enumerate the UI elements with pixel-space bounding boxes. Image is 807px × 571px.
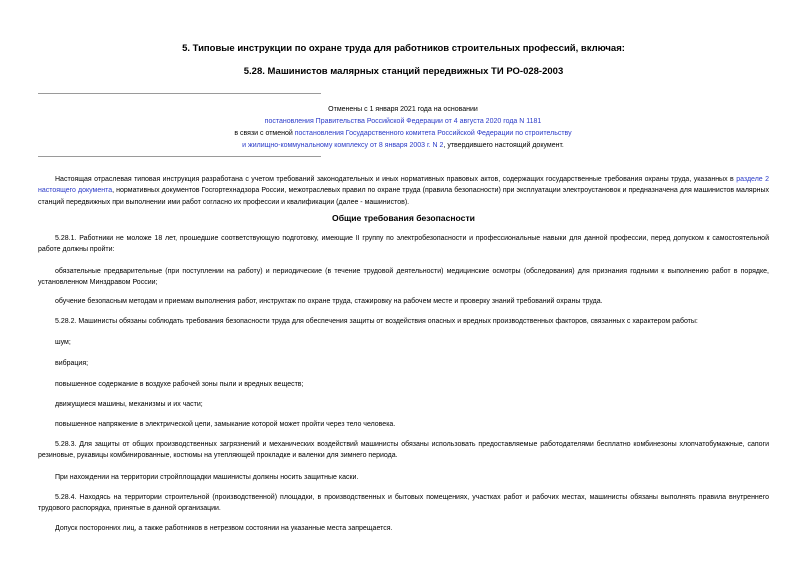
cancellation-note <box>200 104 606 152</box>
list-item-dust <box>38 379 769 390</box>
paragraph-training <box>38 296 769 307</box>
paragraph-5-28-4 <box>38 492 769 515</box>
cancellation-link-gosstroy-a[interactable]: постановления Государственного комитета Российской Федерации по строительству <box>294 130 572 137</box>
paragraph-text: обязательные предварительные (при поступлении на работу) и периодические (в течение трудовой деятельности) медицинские осмотры (обследования) для признания годными к выполнению работ в порядке, установленном Минздравом России; <box>38 268 769 287</box>
paragraph-text: обучение безопасным методам и приемам выполнения работ, инструктаж по охране труда, стажировку на рабочем месте и проверку знаний требований охраны труда. <box>55 298 603 305</box>
paragraph-text: повышенное напряжение в электрической цепи, замыкание которой может пройти через тело человека. <box>55 421 396 428</box>
paragraph-text: 5.28.2. Машинисты обязаны соблюдать требования безопасности труда для обеспечения защиты от воздействия опасных и вредных производственных факторов, связанных с характером работы: <box>55 318 698 325</box>
paragraph-text: Допуск посторонних лиц, а также работников в нетрезвом состоянии на указанные места запрещается. <box>55 525 393 532</box>
paragraph-5-28-2 <box>38 316 769 327</box>
list-item-noise <box>38 337 769 348</box>
paragraph-text: повышенное содержание в воздухе рабочей зоны пыли и вредных веществ; <box>55 381 304 388</box>
paragraph-text: 5.28.1. Работники не моложе 18 лет, прошедшие соответствующую подготовку, имеющие II группу по электробезопасности и профессиональные навыки для данной профессии, перед допуском к самостоятельной работе должны пройти: <box>38 235 769 254</box>
document-title: 5. Типовые инструкции по охране труда для работников строительных профессий, включая: <box>182 43 625 54</box>
intro-paragraph <box>38 174 769 208</box>
paragraph-text: вибрация; <box>55 360 89 367</box>
paragraph-med-exams <box>38 266 769 289</box>
paragraph-5-28-1 <box>38 233 769 256</box>
intro-text-2: , нормативных документов Госгортехнадзора России, межотраслевых правил по охране труда (правила безопасности) при эксплуатации электроустановок и предназначена для машинистов малярных станций передвижных при выполнении ими работ согласно их профессии и квалификации (далее - машинистов). <box>38 187 769 206</box>
cancellation-prefix: в связи с отменой <box>234 130 295 137</box>
intro-link-section-2[interactable]: разделе 2 настоящего документа <box>38 176 770 195</box>
paragraph-text: 5.28.3. Для защиты от общих производственных загрязнений и механических воздействий машинисты обязаны использовать предоставляемые работодателями бесплатно комбинезоны хлопчатобумажные, сапоги резиновые, рукавицы комбинированные, костюмы на утепляющей прокладке и валенки для зимнего периода. <box>38 441 769 460</box>
paragraph-text: движущиеся машины, механизмы и их части; <box>55 401 203 408</box>
list-item-vibration <box>38 358 769 369</box>
section-heading: Общие требования безопасности <box>332 213 475 223</box>
cancellation-line: Отменены с 1 января 2021 года на основании <box>328 106 478 113</box>
cancellation-suffix: , утвердившего настоящий документ. <box>443 142 564 149</box>
paragraph-text: При нахождении на территории стройплощадки машинисты должны носить защитные каски. <box>55 474 359 481</box>
paragraph-access <box>38 523 769 534</box>
paragraph-5-28-3 <box>38 439 769 462</box>
list-item-voltage <box>38 419 769 430</box>
intro-text-1: Настоящая отраслевая типовая инструкция разработана с учетом требований законодательных и иных нормативных правовых актов, содержащих государственные требования охраны труда, указанных в <box>55 176 737 183</box>
divider-top <box>38 93 321 94</box>
paragraph-text: 5.28.4. Находясь на территории строительной (производственной) площадки, в производственных и бытовых помещениях, участках работ и рабочих местах, машинисты обязаны выполнять правила внутреннего трудового распорядка, принятые в данной организации. <box>38 494 769 513</box>
document-subtitle: 5.28. Машинистов малярных станций передвижных ТИ РО-028-2003 <box>243 66 564 77</box>
cancellation-link-gosstroy-b[interactable]: и жилищно-коммунальному комплексу от 8 января 2003 г. N 2 <box>242 142 444 149</box>
list-item-machines <box>38 399 769 410</box>
divider-bottom <box>38 156 321 157</box>
paragraph-text: шум; <box>55 339 71 346</box>
paragraph-helmets <box>38 472 769 483</box>
cancellation-link-decree-1181[interactable]: постановления Правительства Российской Федерации от 4 августа 2020 года N 1181 <box>264 118 542 125</box>
